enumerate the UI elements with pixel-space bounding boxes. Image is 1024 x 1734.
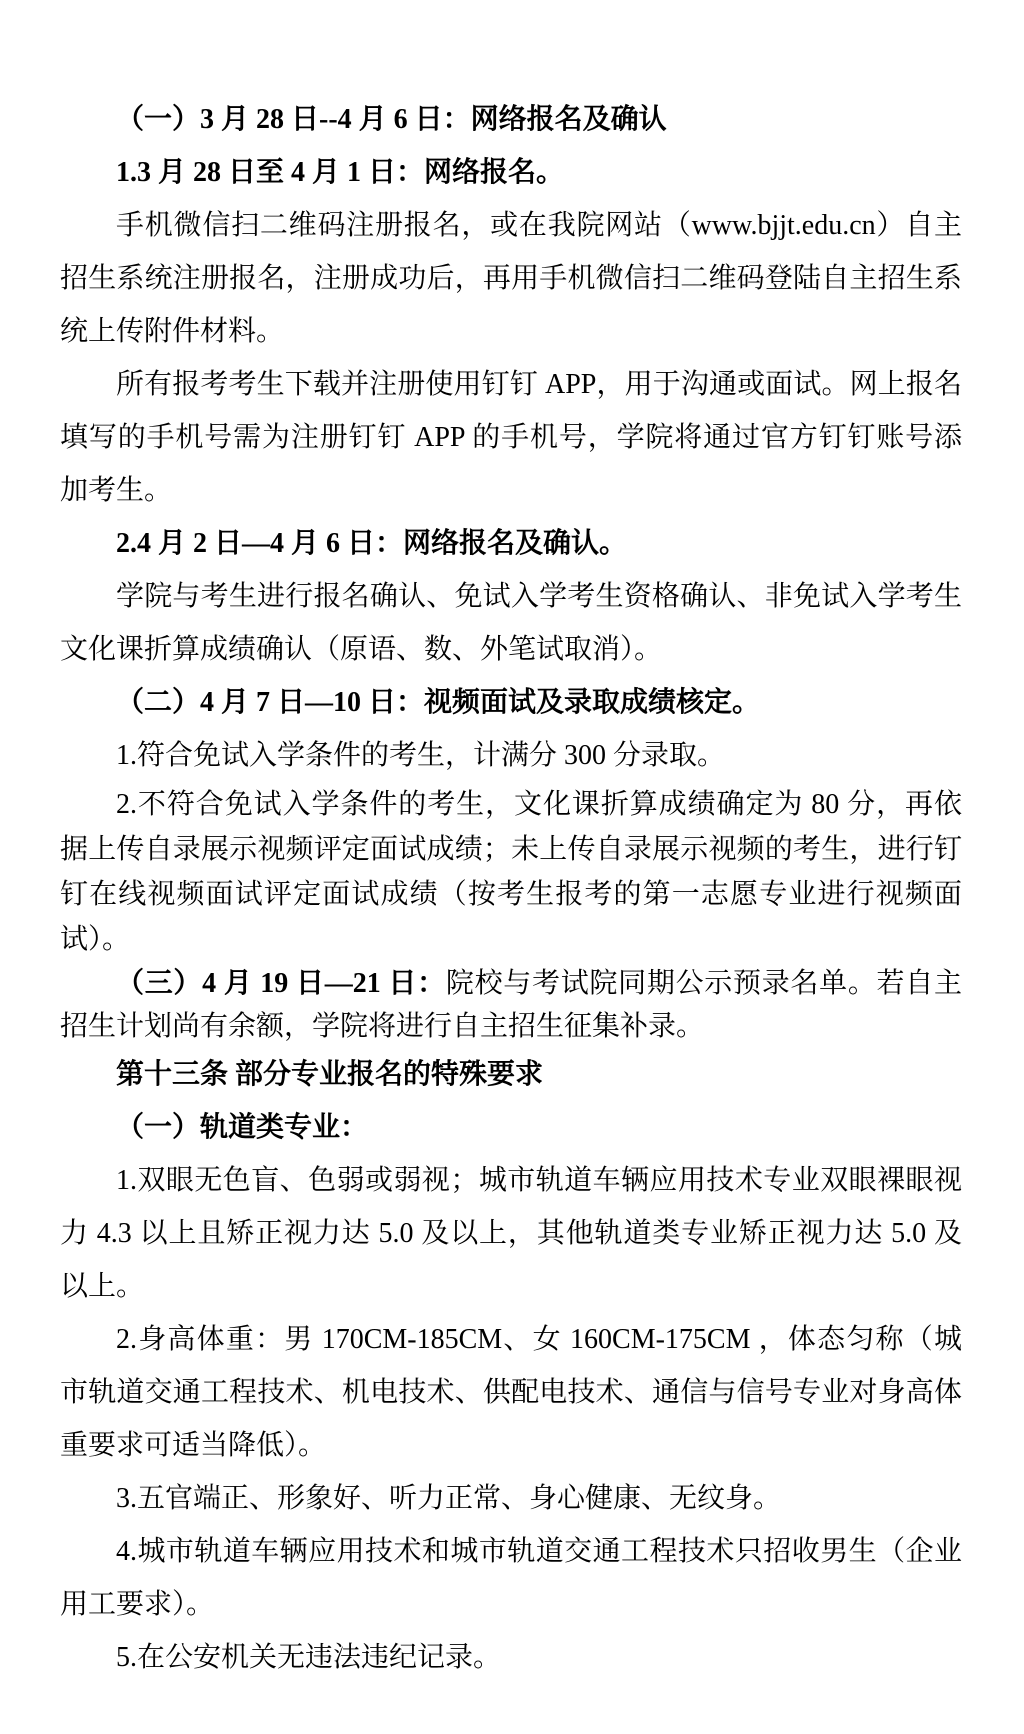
heading-step2-registration-confirmation: 2.4 月 2 日—4 月 6 日：网络报名及确认。: [116, 528, 628, 559]
para-no-criminal-record-requirement: 5.在公安机关无违法违纪记录。: [116, 1642, 502, 1673]
para-wechat-qr-registration: 手机微信扫二维码注册报名，或在我院网站（www.bjjt.edu.cn）自主招生系统注册报名，注册成功后，再用手机微信扫二维码登陆自主招生系统上传附件材料。: [60, 210, 962, 347]
para-exempt-students-score: 1.符合免试入学条件的考生，计满分 300 分录取。: [116, 740, 726, 771]
para-male-only-requirement: 4.城市轨道车辆应用技术和城市轨道交通工程技术只招收男生（企业用工要求）。: [60, 1536, 962, 1620]
phase3-announcement-text: 院校与考试院同期公示预录名单。若自主招生计划尚有余额，学院将进行自主招生征集补录。: [60, 968, 962, 1042]
phase3-date-label: （三）4 月 19 日—21 日：: [116, 968, 446, 999]
heading-phase2-video-interview: （二）4 月 7 日—10 日：视频面试及录取成绩核定。: [116, 687, 761, 718]
para-appearance-health-requirement: 3.五官端正、形象好、听力正常、身心健康、无纹身。: [116, 1483, 782, 1514]
heading-phase1-online-registration: （一）3 月 28 日--4 月 6 日：网络报名及确认: [116, 104, 667, 135]
heading-rail-transit-majors: （一）轨道类专业：: [116, 1112, 369, 1143]
para-non-exempt-students-score: 2.不符合免试入学条件的考生，文化课折算成绩确定为 80 分，再依据上传自录展示视频评定面试成绩；未上传自录展示视频的考生，进行钉钉在线视频面试评定面试成绩（按考生报考的第一志愿专业进行视频面试）。: [60, 789, 962, 955]
heading-step1-online-registration: 1.3 月 28 日至 4 月 1 日：网络报名。: [116, 157, 565, 188]
para-phase3-admission-list: [60, 962, 962, 1048]
para-dingtalk-app-requirement: 所有报考考生下载并注册使用钉钉 APP，用于沟通或面试。网上报名填写的手机号需为注册钉钉 APP 的手机号，学院将通过官方钉钉账号添加考生。: [60, 369, 962, 506]
heading-article-13-special-requirements: 第十三条 部分专业报名的特殊要求: [116, 1059, 544, 1090]
para-confirmation-details: 学院与考生进行报名确认、免试入学考生资格确认、非免试入学考生文化课折算成绩确认（原语、数、外笔试取消）。: [60, 581, 962, 665]
para-vision-requirement: 1.双眼无色盲、色弱或弱视；城市轨道车辆应用技术专业双眼裸眼视力 4.3 以上且矫正视力达 5.0 及以上，其他轨道类专业矫正视力达 5.0 及以上。: [60, 1165, 962, 1302]
para-height-weight-requirement: 2.身高体重：男 170CM-185CM、女 160CM-175CM ，体态匀称（城市轨道交通工程技术、机电技术、供配电技术、通信与信号专业对身高体重要求可适当降低）。: [60, 1324, 962, 1461]
